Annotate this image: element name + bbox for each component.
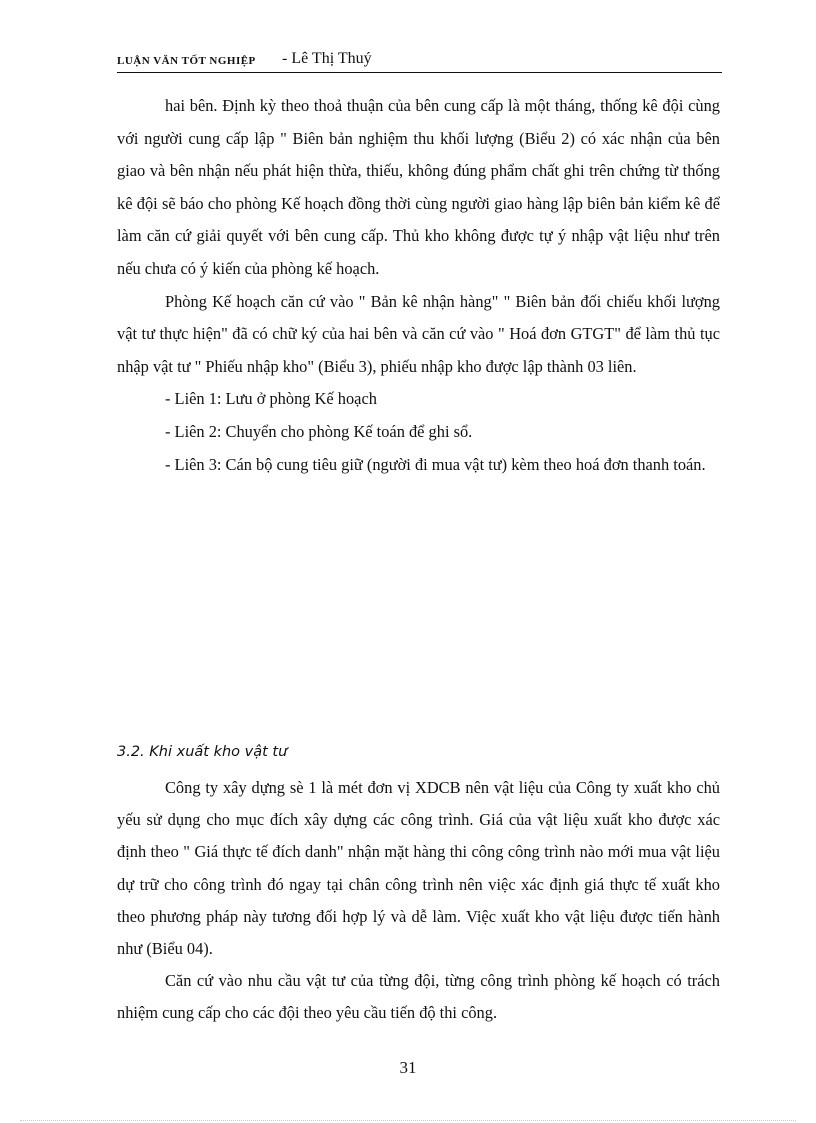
page-header	[117, 50, 722, 73]
footer-divider	[20, 1120, 796, 1121]
paragraph-2: Phòng Kế hoạch căn cứ vào " Bản kê nhận hàng" " Biên bản đối chiếu khối lượng vật tư thực hiện" đã có chữ ký của hai bên và căn cứ vào " Hoá đơn GTGT" để làm thủ tục nhập vật tư " Phiếu nhập kho" (Biểu 3), phiếu nhập kho được lập thành 03 liên.	[117, 291, 720, 376]
header-author: - Lê Thị Thuý	[282, 50, 372, 67]
section-paragraph-2: Căn cứ vào nhu cầu vật tư của từng đội, từng công trình phòng kế hoạch có trách nhiệm cung cấp cho các đội theo yêu cầu tiến độ thi công.	[117, 971, 720, 1023]
page-number: 31	[399, 1058, 417, 1077]
list-item-lien-2: - Liên 2: Chuyển cho phòng Kế toán để ghi sổ.	[165, 421, 473, 441]
body-text	[117, 90, 720, 481]
list-item-lien-1: - Liên 1: Lưu ở phòng Kế hoạch	[165, 389, 377, 409]
section-body-text	[117, 772, 720, 1030]
list-item-lien-3: - Liên 3: Cán bộ cung tiêu giữ (người đi mua vật tư) kèm theo hoá đơn thanh toán.	[165, 454, 706, 474]
paragraph-1: hai bên. Định kỳ theo thoả thuận của bên cung cấp là một tháng, thống kê đội cùng với người cung cấp lập " Biên bản nghiệm thu khối lượng (Biểu 2) có xác nhận của bên giao và bên nhận nếu phát hiện thừa, thiếu, không đúng phẩm chất ghi trên chứng từ thống kê đội sẽ báo cho phòng Kế hoạch đồng thời cùng người giao hàng lập biên bản kiểm kê để làm căn cứ giải quyết với bên cung cấp. Thủ kho không được tự ý nhập vật liệu như trên nếu chưa có ý kiến của phòng kế hoạch.	[117, 96, 720, 278]
section-paragraph-1: Công ty xây dựng sè 1 là mét đơn vị XDCB nên vật liệu của Công ty xuất kho chủ yếu sử dụng cho mục đích xây dựng các công trình. Giá của vật liệu xuất kho được xác định theo " Giá thực tế đích danh" nhận mặt hàng thi công công trình nào mới mua vật liệu dự trữ cho công trình đó ngay tại chân công trình nên việc xác định giá thực tế xuất kho theo phương pháp này tương đối hợp lý và dễ làm. Việc xuất kho vật liệu được tiến hành như (Biểu 04).	[117, 778, 720, 959]
header-label: LUẬN VĂN TỐT NGHIỆP	[117, 55, 256, 67]
section-title: 3.2. Khi xuất kho vật tư	[117, 744, 288, 760]
